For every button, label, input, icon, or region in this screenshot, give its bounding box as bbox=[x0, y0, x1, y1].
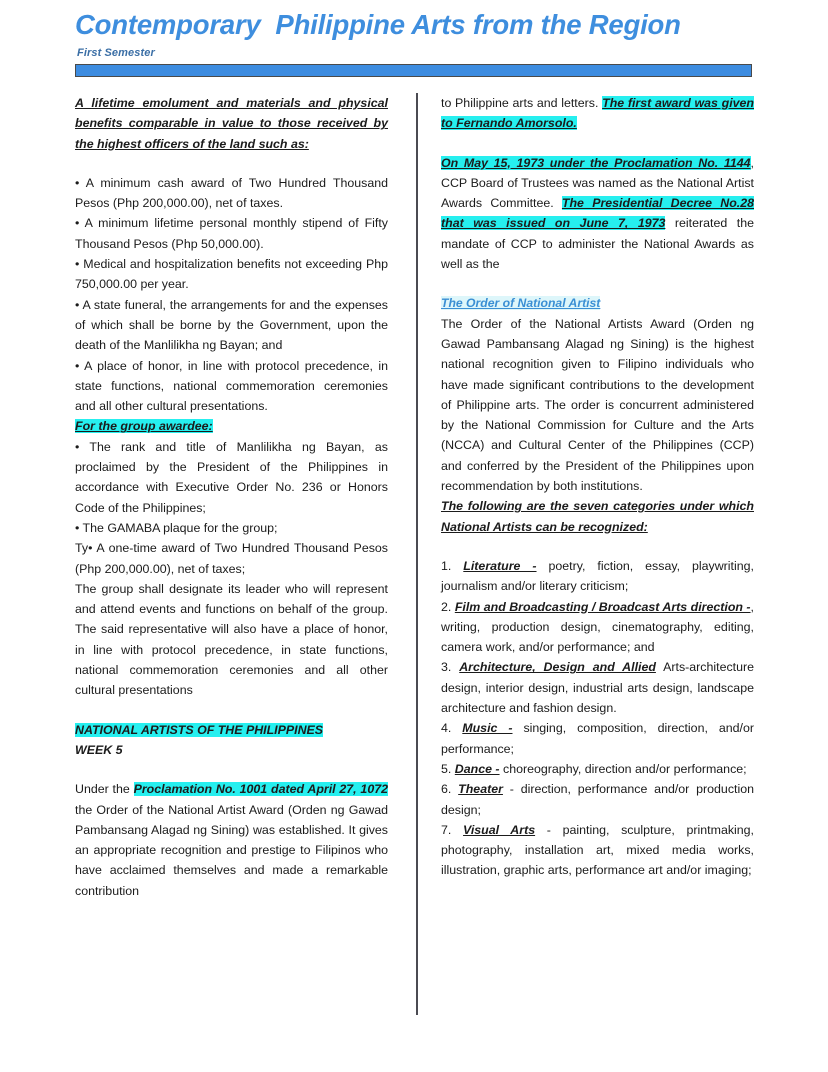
category-description: choreography, direction and/or performance; bbox=[499, 761, 747, 776]
benefit-bullet: • A state funeral, the arrangements for and the expenses of which shall be borne by the Government, upon the death of the Manlilikha ng Bayan; and bbox=[75, 297, 388, 353]
order-of-national-artist-heading-text: The Order of National Artist bbox=[441, 296, 601, 311]
order-of-national-artist-heading bbox=[441, 293, 754, 313]
spacer bbox=[441, 274, 754, 293]
proclamation-1144-paragraph bbox=[441, 153, 754, 275]
categories-intro: The following are the seven categories under which National Artists can be recognized: bbox=[441, 499, 754, 534]
proclamation-highlight: Proclamation No. 1001 dated April 27, 1072 bbox=[133, 782, 388, 797]
category-item bbox=[441, 820, 754, 881]
category-number: 3. bbox=[441, 660, 452, 675]
category-term: Literature - bbox=[463, 558, 537, 573]
group-bullet: • The GAMABA plaque for the group; bbox=[75, 520, 278, 535]
category-number: 4. bbox=[441, 721, 452, 736]
category-term: Music - bbox=[462, 721, 513, 736]
national-artists-heading bbox=[75, 720, 388, 740]
intro-heading: A lifetime emolument and materials and physical benefits comparable in value to those received by the highest officers of the land such as: bbox=[75, 96, 388, 151]
document-header bbox=[75, 10, 753, 59]
group-closing-paragraph: The group shall designate its leader who will represent and attend events and functions on behalf of the group. The said representative will also have a place of honor, in line with protocol precedence, in state functions, national commemoration ceremonies and all other cultural presentations bbox=[75, 581, 388, 698]
category-item bbox=[441, 657, 754, 718]
category-item bbox=[441, 759, 754, 779]
category-description: poetry, fiction, essay, playwriting, journalism and/or literary criticism; bbox=[441, 558, 754, 594]
category-description: , writing, production design, cinematography, editing, camera work, and/or performance; and bbox=[441, 599, 754, 655]
category-item bbox=[441, 779, 754, 820]
category-description: - painting, sculpture, printmaking, photography, installation art, mixed media works, illustration, graphic arts, performance art and/or imaging; bbox=[441, 822, 755, 878]
spacer bbox=[75, 701, 388, 720]
two-column-body bbox=[0, 93, 828, 1053]
spacer bbox=[441, 537, 754, 556]
right-column bbox=[441, 93, 754, 881]
proclamation-rest: the Order of the National Artist Award (Orden ng Gawad Pambansang Alagad ng Sining) was established. It gives an appropriate recognition and prestige to Filipinos who have acclaimed themselves and made a remarkable contribution bbox=[75, 802, 388, 898]
week-label: WEEK 5 bbox=[75, 742, 123, 757]
first-award-highlight: The first award was given to Fernando Amorsolo. bbox=[441, 96, 754, 131]
group-awardee-heading bbox=[75, 416, 388, 436]
group-bullet: Ty• A one-time award of Two Hundred Thousand Pesos (Php 200,000.00), net of taxes; bbox=[75, 541, 388, 576]
group-bullet: • The rank and title of Manlilikha ng Bayan, as proclaimed by the President of the Philippines in accordance with Executive Order No. 236 or Honors Code of the Philippines; bbox=[75, 439, 388, 515]
category-term: Theater bbox=[458, 782, 503, 797]
column-divider bbox=[416, 93, 418, 1015]
category-item bbox=[441, 556, 754, 597]
category-description: - direction, performance and/or production design; bbox=[441, 782, 754, 817]
header-accent-bar bbox=[75, 64, 752, 77]
proclamation-lead: Under the bbox=[75, 782, 134, 797]
left-column bbox=[75, 93, 388, 901]
benefit-bullet: • A minimum lifetime personal monthly stipend of Fifty Thousand Pesos (Php 50,000.00). bbox=[75, 216, 388, 251]
continued-lead: to Philippine arts and letters. bbox=[441, 96, 603, 110]
page-title: Contemporary Philippine Arts from the Region bbox=[75, 9, 681, 40]
presidential-decree-highlight: The Presidential Decree No.28 that was issued on June 7, 1973 bbox=[441, 196, 754, 231]
category-description: singing, composition, direction, and/or performance; bbox=[441, 721, 754, 756]
order-body-paragraph: The Order of the National Artists Award (Orden ng Gawad Pambansang Alagad ng Sining) is the highest national recognition given to Filipino individuals who have made significant contributions to the development of Philippine arts. The order is concurrent administered by the National Commission for Culture and the Arts (NCCA) and Cultural Center of the Philippines (CCP) and conferred by the President of the Philippines upon recommendation by both institutions. bbox=[441, 316, 754, 494]
benefit-bullet: • A place of honor, in line with protocol precedence, in state functions, national commemoration ceremonies and all other cultural presentations. bbox=[75, 358, 388, 414]
benefit-bullet: • A minimum cash award of Two Hundred Thousand Pesos (Php 200,000.00), net of taxes. bbox=[75, 175, 388, 211]
proclamation-1144-mid: , CCP Board of Trustees was named as the National Artist Awards Committee. bbox=[441, 155, 754, 211]
category-term: Dance - bbox=[454, 761, 500, 776]
proclamation-paragraph bbox=[75, 779, 388, 901]
category-number: 2. bbox=[441, 599, 452, 614]
spacer bbox=[441, 134, 754, 153]
document-subtitle: First Semester bbox=[77, 46, 155, 59]
proclamation-1144-rest: reiterated the mandate of CCP to administer the National Awards as well as the bbox=[441, 216, 754, 272]
category-term: Architecture, Design and Allied bbox=[459, 660, 656, 675]
category-item bbox=[441, 718, 754, 759]
group-awardee-heading-text: For the group awardee: bbox=[75, 419, 213, 434]
benefit-bullet: • Medical and hospitalization benefits not exceeding Php 750,000.00 per year. bbox=[75, 257, 388, 292]
category-number: 6. bbox=[441, 782, 452, 797]
continued-paragraph bbox=[441, 93, 754, 134]
category-item bbox=[441, 597, 754, 658]
proclamation-1144-highlight: On May 15, 1973 under the Proclamation No. 1144 bbox=[441, 155, 751, 170]
spacer bbox=[75, 154, 388, 173]
category-description: Arts-architecture design, interior design, industrial arts design, landscape architecture and fashion design. bbox=[441, 660, 755, 716]
category-number: 5. bbox=[441, 761, 452, 776]
category-term: Film and Broadcasting / Broadcast Arts direction - bbox=[454, 599, 751, 614]
national-artists-heading-text: NATIONAL ARTISTS OF THE PHILIPPINES bbox=[75, 722, 324, 737]
category-number: 1. bbox=[441, 558, 452, 573]
spacer bbox=[75, 760, 388, 779]
category-number: 7. bbox=[441, 822, 452, 837]
category-term: Visual Arts bbox=[463, 822, 536, 837]
